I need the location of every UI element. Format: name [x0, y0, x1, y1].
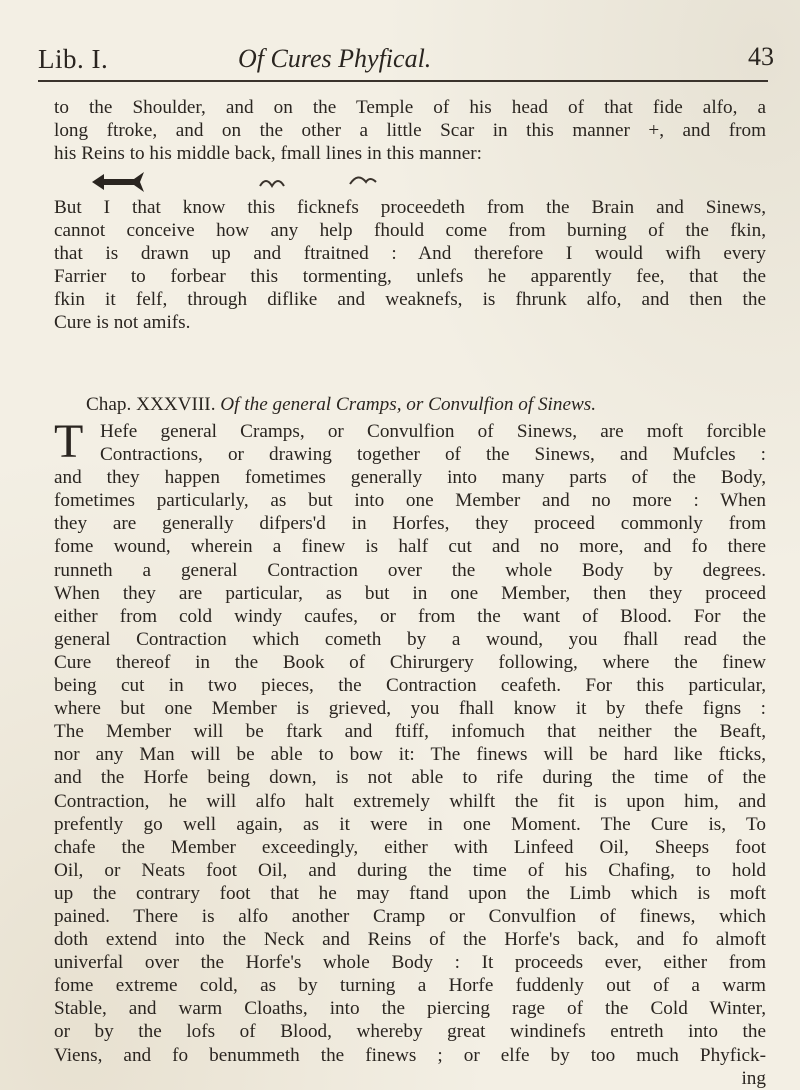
- flourish-mark: [260, 181, 284, 186]
- top-paragraph: [54, 96, 766, 165]
- text-line: or by the lofs of Blood, whereby great windinefs entreth into the: [54, 1021, 766, 1043]
- running-title: Of Cures Phyfical.: [238, 44, 432, 73]
- chapter-heading: [86, 394, 766, 416]
- text-line: fometimes particularly, as but into one Member and no more : When: [54, 490, 766, 512]
- text-line: fkin it felf, through diflike and weaknefs, is fhrunk alfo, and then the: [54, 289, 766, 311]
- text-line: fome extreme cold, as by turning a Horfe fuddenly out of a warm: [54, 975, 766, 997]
- chapter-title: Of the general Cramps, or Convulfion of Sinews.: [220, 394, 597, 415]
- text-line: nor any Man will be able to bow it: The finews will be hard like fticks,: [54, 744, 766, 766]
- text-line: fome wound, wherein a finew is half cut and no more, and fo there: [54, 536, 766, 558]
- text-line: Cure is not amifs.: [54, 312, 191, 334]
- text-line: prefently go well again, as it were in one Moment. The Cure is, To: [54, 813, 766, 835]
- text-line: either from cold windy caufes, or from the want of Blood. For the: [54, 605, 766, 627]
- text-line: doth extend into the Neck and Reins of the Horfe's back, and fo almoft: [54, 929, 766, 951]
- text-line: Viens, and fo benummeth the finews ; or elfe by too much Phyfick-: [54, 1044, 766, 1066]
- text-line: runneth a general Contraction over the whole Body by degrees.: [54, 559, 766, 581]
- header-rule: [38, 80, 768, 82]
- text-line: cannot conceive how any help fhould come from burning of the fkin,: [54, 220, 766, 242]
- catchword: ing: [741, 1067, 766, 1089]
- second-paragraph: [54, 196, 766, 335]
- text-line: and they happen fometimes generally into many parts of the Body,: [54, 467, 766, 489]
- text-line: general Contraction which cometh by a wound, you fhall read the: [54, 628, 766, 650]
- text-line: When they are particular, as but in one Member, then they proceed: [54, 582, 766, 604]
- text-line: his Reins to his middle back, fmall lines in this manner:: [54, 143, 482, 165]
- drop-cap: T: [54, 415, 84, 468]
- text-line: Farrier to forbear this tormenting, unlefs he apparently fee, that the: [54, 266, 766, 288]
- text-line: pained. There is alfo another Cramp or Convulfion of finews, which: [54, 905, 766, 927]
- page-header: [38, 40, 778, 80]
- text-line: The Member will be ftark and ftiff, infomuch that neither the Beaft,: [54, 721, 766, 743]
- text-line: Contractions, or drawing together of the Sinews, and Mufcles :: [100, 444, 766, 466]
- text-line: Stable, and warm Cloaths, into the piercing rage of the Cold Winter,: [54, 998, 766, 1020]
- text-line: up the contrary foot that he may ftand upon the Limb which is moft: [54, 882, 766, 904]
- chapter-body: [54, 415, 766, 1090]
- text-line: long ftroke, and on the other a little Scar in this manner +, and from: [54, 120, 766, 142]
- text-line: and the Horfe being down, is not able to rife during the time of the: [54, 767, 766, 789]
- flourish-mark: [350, 177, 376, 184]
- text-line: chafe the Member exceedingly, either with Linfeed Oil, Sheeps foot: [54, 836, 766, 858]
- page-number: 43: [748, 42, 774, 71]
- text-line: Contraction, he will alfo halt extremely whilft the fit is upon him, and: [54, 790, 766, 812]
- text-line: that is drawn up and ftraitned : And therefore I would wifh every: [54, 243, 766, 265]
- arrow-left-icon: [92, 172, 144, 192]
- text-line: being cut in two pieces, the Contraction ceafeth. For this particular,: [54, 675, 766, 697]
- text-line: univerfal over the Horfe's whole Body : It proceeds ever, either from: [54, 952, 766, 974]
- text-line: Hefe general Cramps, or Convulfion of Sinews, are moft forcible: [100, 421, 766, 442]
- chapter-number: Chap. XXXVIII.: [86, 394, 216, 415]
- text-line: Cure thereof in the Book of Chirurgery following, where the finew: [54, 651, 766, 673]
- text-line: they are generally difpers'd in Horfes, they proceed commonly from: [54, 513, 766, 535]
- text-line: Oil, or Neats foot Oil, and during the time of his Chafing, to hold: [54, 859, 766, 881]
- text-line: But I that know this ficknefs proceedeth from the Brain and Sinews,: [54, 197, 766, 218]
- running-head: Lib. I.: [38, 44, 109, 74]
- text-line: where but one Member is grieved, you fhall know it by thefe figns :: [54, 698, 766, 720]
- text-line: to the Shoulder, and on the Temple of his head of that fide alfo, a: [54, 97, 766, 118]
- ornament: [88, 170, 648, 192]
